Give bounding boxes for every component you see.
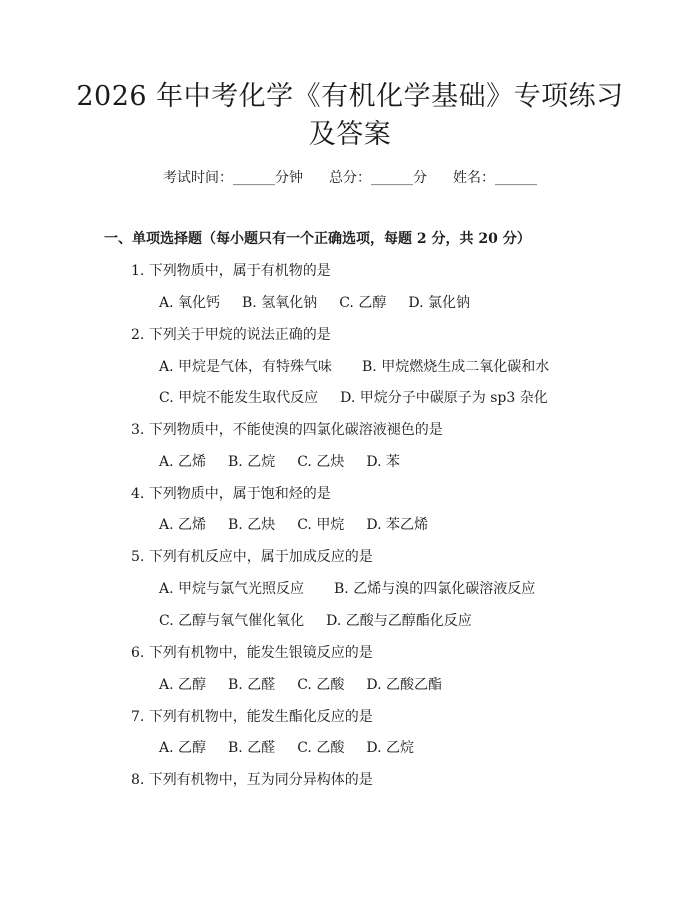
option-d: D. 乙酸乙酯 bbox=[366, 677, 442, 693]
option-b: B. 乙炔 bbox=[228, 517, 276, 533]
option-a: A. 氧化钙 bbox=[159, 295, 221, 311]
student-name-field: 姓名：______ bbox=[453, 170, 537, 186]
question-7: 7. 下列有机物中，能发生酯化反应的是 bbox=[131, 709, 373, 725]
option-c: C. 乙醇 bbox=[339, 295, 387, 311]
question-1: 1. 下列物质中，属于有机物的是 bbox=[131, 263, 331, 279]
page-title: 2026 年中考化学《有机化学基础》专项练习 bbox=[76, 81, 624, 112]
option-b: B. 氢氧化钠 bbox=[242, 295, 318, 311]
option-d: D. 乙酸与乙醇酯化反应 bbox=[326, 613, 472, 629]
question-5-options-row1 bbox=[159, 579, 565, 599]
question-1-options bbox=[159, 293, 492, 313]
option-d: D. 乙烷 bbox=[366, 740, 414, 756]
exam-info-line bbox=[0, 168, 700, 188]
question-6-options bbox=[159, 675, 464, 695]
option-c: C. 甲烷 bbox=[297, 517, 345, 533]
option-d: D. 苯 bbox=[366, 454, 400, 470]
question-3: 3. 下列物质中，不能使溴的四氯化碳溶液褪色的是 bbox=[131, 422, 443, 438]
option-b: B. 乙醛 bbox=[228, 677, 276, 693]
option-b: B. 甲烷燃烧生成二氧化碳和水 bbox=[362, 359, 550, 375]
option-a: A. 乙烯 bbox=[159, 454, 207, 470]
section-heading-single-choice: 一、单项选择题（每小题只有一个正确选项，每题 2 分，共 20 分） bbox=[104, 231, 531, 247]
option-b: B. 乙烯与溴的四氯化碳溶液反应 bbox=[334, 581, 536, 597]
option-d: D. 甲烷分子中碳原子为 sp3 杂化 bbox=[340, 390, 548, 406]
question-3-options bbox=[159, 452, 422, 472]
question-2: 2. 下列关于甲烷的说法正确的是 bbox=[131, 327, 331, 343]
question-8: 8. 下列有机物中，互为同分异构体的是 bbox=[131, 772, 373, 788]
question-2-options-row2 bbox=[159, 388, 570, 408]
option-a: A. 乙醇 bbox=[159, 677, 207, 693]
question-2-options-row1 bbox=[159, 357, 579, 377]
option-d: D. 苯乙烯 bbox=[366, 517, 428, 533]
option-a: A. 甲烷与氯气光照反应 bbox=[159, 581, 305, 597]
option-d: D. 氯化钠 bbox=[408, 295, 470, 311]
option-a: A. 乙烯 bbox=[159, 517, 207, 533]
option-c: C. 乙醇与氧气催化氧化 bbox=[159, 613, 305, 629]
question-5: 5. 下列有机反应中，属于加成反应的是 bbox=[131, 549, 373, 565]
question-4: 4. 下列物质中，属于饱和烃的是 bbox=[131, 486, 331, 502]
page-title-continued: 及答案 bbox=[308, 119, 392, 150]
option-b: B. 乙醛 bbox=[228, 740, 276, 756]
option-c: C. 甲烷不能发生取代反应 bbox=[159, 390, 319, 406]
option-c: C. 乙炔 bbox=[297, 454, 345, 470]
option-b: B. 乙烷 bbox=[228, 454, 276, 470]
question-5-options-row2 bbox=[159, 611, 494, 631]
option-c: C. 乙酸 bbox=[297, 740, 345, 756]
question-4-options bbox=[159, 515, 450, 535]
question-7-options bbox=[159, 738, 436, 758]
total-score-field: 总分：______分 bbox=[329, 170, 427, 186]
option-a: A. 甲烷是气体，有特殊气味 bbox=[159, 359, 333, 375]
option-c: C. 乙酸 bbox=[297, 677, 345, 693]
option-a: A. 乙醇 bbox=[159, 740, 207, 756]
exam-time-field: 考试时间：______分钟 bbox=[163, 170, 303, 186]
question-6: 6. 下列有机物中，能发生银镜反应的是 bbox=[131, 645, 373, 661]
